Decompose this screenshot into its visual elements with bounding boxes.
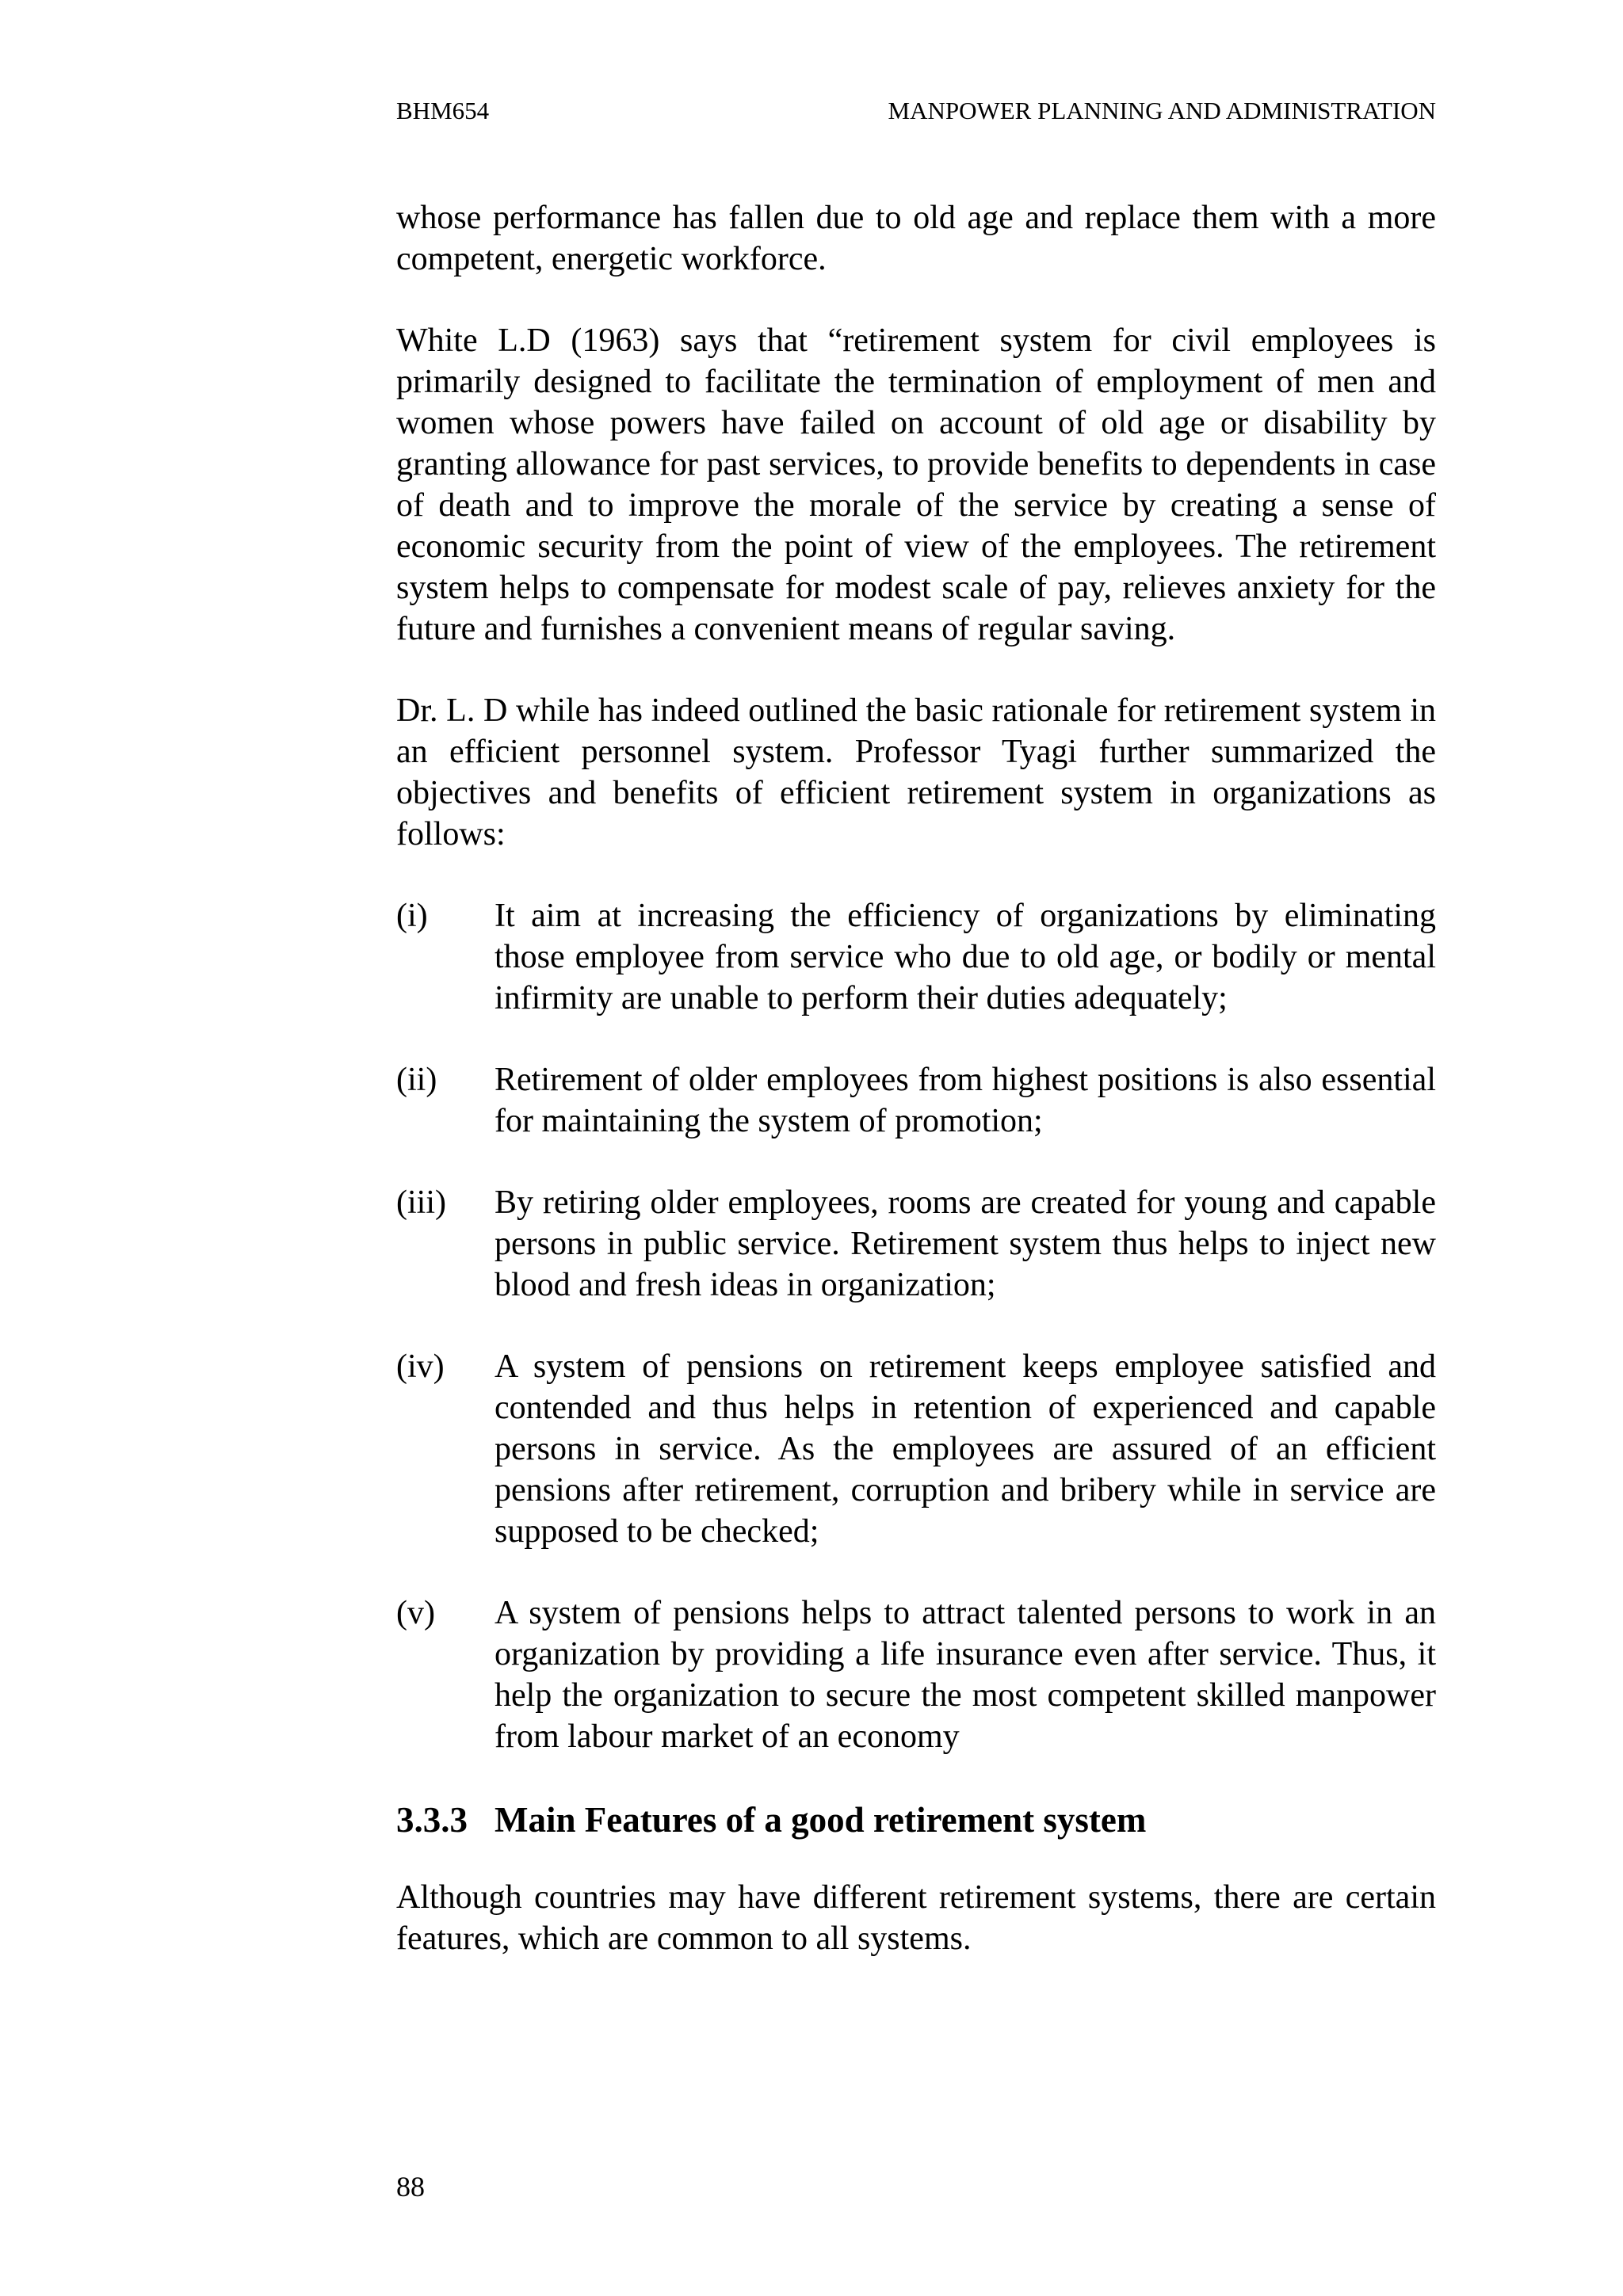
list-marker: (iii) [396,1184,446,1221]
list-item-text: A system of pensions helps to attract talented persons to work in an organization by providing a life insurance even after service. Thus, it help the organization to secure the most competent skilled manpower from labour market of an economy [495,1595,1436,1755]
body-paragraph: Although countries may have different retirement systems, there are certain features, which are common to all systems. [396,1879,1436,1957]
list-item-text: It aim at increasing the efficiency of organizations by eliminating those employee from service who due to old age, or bodily or mental infirmity are unable to perform their duties adequately; [495,898,1436,1016]
list-item-text: By retiring older employees, rooms are created for young and capable persons in public service. Retirement system thus helps to inject new blood and fresh ideas in organization; [495,1184,1436,1303]
list-marker: (v) [396,1595,435,1631]
list-marker: (i) [396,898,428,934]
list-marker: (iv) [396,1348,445,1385]
course-title: MANPOWER PLANNING AND ADMINISTRATION [888,97,1436,124]
body-paragraph: Dr. L. D while has indeed outlined the basic rationale for retirement system in an efficient personnel system. Professor Tyagi further summarized the objectives and benefits of efficient retirement system in organizations as follows: [396,692,1436,852]
body-paragraph: whose performance has fallen due to old age and replace them with a more competent, energetic workforce. [396,200,1436,277]
list-item-text: Retirement of older employees from highest positions is also essential for maintaining the system of promotion; [495,1062,1436,1139]
objectives-list [396,895,1436,1757]
list-item [396,895,1436,1019]
section-title: Main Features of a good retirement system [495,1800,1147,1840]
list-item [396,1059,1436,1142]
list-item [396,1346,1436,1552]
list-item-text: A system of pensions on retirement keeps employee satisfied and contended and thus helps in retention of experienced and capable persons in service. As the employees are assured of an efficient pensions after retirement, corruption and bribery while in service are supposed to be checked; [495,1348,1436,1550]
course-code: BHM654 [396,97,490,124]
list-item [396,1592,1436,1757]
section-heading [396,1798,1436,1842]
page-number: 88 [396,2171,425,2203]
body-paragraph: White L.D (1963) says that “retirement system for civil employees is primarily designed to facilitate the termination of employment of men and women whose powers have failed on account of old age or disability by granting allowance for past services, to provide benefits to dependents in case of death and to improve the morale of the service by creating a sense of economic security from the point of view of the employees. The retirement system helps to compensate for modest scale of pay, relieves anxiety for the future and furnishes a convenient means of regular saving. [396,322,1436,647]
section-number: 3.3.3 [396,1800,468,1840]
list-marker: (ii) [396,1062,437,1098]
list-item [396,1182,1436,1306]
page-body [396,197,1436,2000]
